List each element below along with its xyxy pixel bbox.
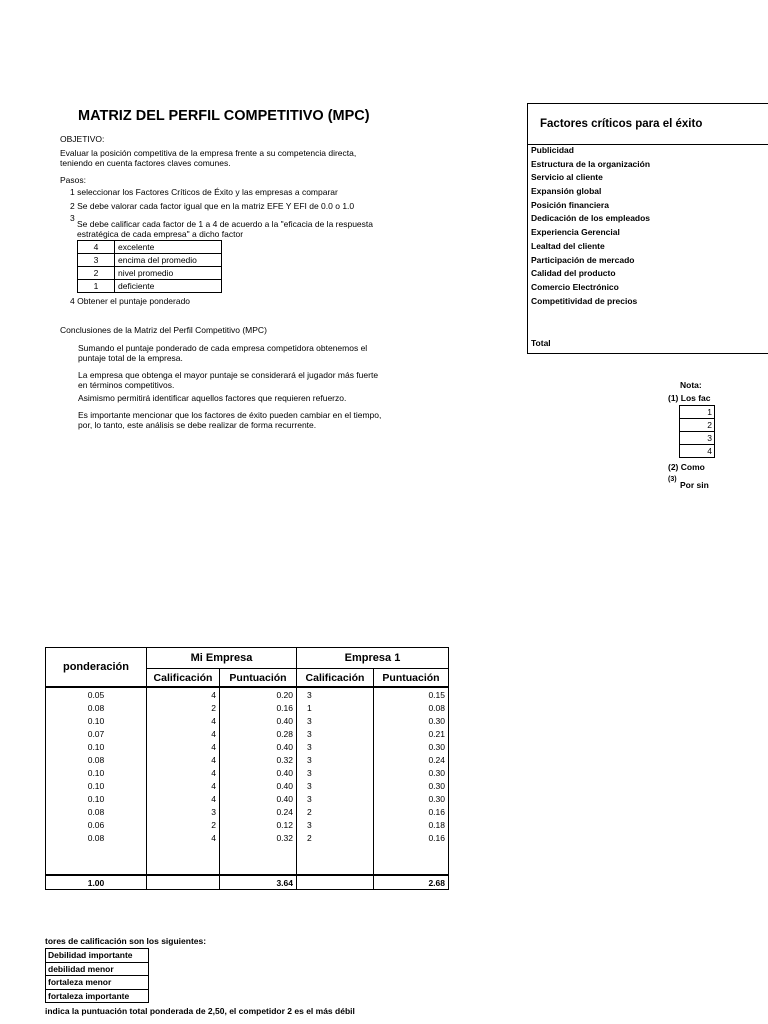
cell-pun-1: 0.40	[220, 792, 297, 805]
scale-value: 2	[78, 267, 115, 280]
table-row	[46, 976, 149, 990]
table-row	[46, 714, 449, 727]
col-puntuacion-1: Puntuación	[220, 669, 297, 688]
cell-pun-2: 0.30	[374, 766, 449, 779]
cell-ponderacion: 0.06	[46, 818, 147, 831]
cell-pun-2: 0.30	[374, 779, 449, 792]
nota-label: Nota:	[680, 380, 702, 390]
cell-ponderacion: 0.10	[46, 766, 147, 779]
table-row	[680, 445, 715, 458]
col-calificacion-2: Calificación	[297, 669, 374, 688]
calif-item: Debilidad importante	[46, 949, 149, 963]
conclusion-p4a: Es importante mencionar que los factores de éxito pueden cambiar en el tiempo,	[78, 410, 382, 420]
cell-pun-1: 0.20	[220, 687, 297, 701]
cell-pun-2: 0.30	[374, 714, 449, 727]
scale-value: 1	[78, 280, 115, 293]
calif-item: fortaleza importante	[46, 989, 149, 1003]
cell-pun-2: 0.30	[374, 740, 449, 753]
cell-cal-2: 2	[297, 831, 374, 844]
cell-cal-2: 3	[297, 687, 374, 701]
conclusion-p1b: puntaje total de la empresa.	[78, 353, 183, 363]
table-row	[78, 280, 222, 293]
cell-cal-1: 4	[147, 687, 220, 701]
cell-pun-1: 0.28	[220, 727, 297, 740]
total-ponderacion: 1.00	[46, 875, 147, 890]
cell-cal-1: 3	[147, 805, 220, 818]
scale-label: nivel promedio	[115, 267, 222, 280]
step-3-line-2: estratégica de cada empresa" a dicho factor	[77, 229, 244, 239]
cell-cal-1: 2	[147, 701, 220, 714]
table-row	[46, 949, 149, 963]
nota-value: 2	[680, 419, 715, 432]
cell-cal-1: 4	[147, 792, 220, 805]
list-item: Participación de mercado	[531, 254, 635, 265]
table-row	[680, 432, 715, 445]
calif-footer: indica la puntuación total ponderada de 2,50, el competidor 2 es el más débil	[45, 1006, 355, 1016]
col-company-1: Mi Empresa	[147, 648, 297, 669]
cell-cal-2: 3	[297, 727, 374, 740]
cell-pun-2: 0.16	[374, 805, 449, 818]
conclusion-p2a: La empresa que obtenga el mayor puntaje se considerará el jugador más fuerte	[78, 370, 379, 380]
nota-scale-table	[679, 405, 715, 458]
cell-ponderacion: 0.10	[46, 714, 147, 727]
nota-value: 1	[680, 406, 715, 419]
nota-line-3: Por sin	[680, 480, 709, 490]
table-row	[46, 989, 149, 1003]
cell-ponderacion: 0.08	[46, 701, 147, 714]
table-row	[46, 701, 449, 714]
step-2: 2 Se debe valorar cada factor igual que en la matriz EFE Y EFI de 0.0 o 1.0	[70, 201, 355, 211]
table-row	[46, 805, 449, 818]
page-title: MATRIZ DEL PERFIL COMPETITIVO (MPC)	[78, 108, 370, 124]
cell-cal-1: 4	[147, 831, 220, 844]
cell-ponderacion: 0.10	[46, 792, 147, 805]
conclusion-p4b: por, lo tanto, este análisis se debe realizar de forma recurrente.	[78, 420, 317, 430]
table-header-row	[46, 648, 449, 669]
table-row	[78, 241, 222, 254]
table-row	[46, 766, 449, 779]
cell-cal-1: 4	[147, 779, 220, 792]
step-3-number: 3	[70, 213, 75, 223]
cell-cal-1: 2	[147, 818, 220, 831]
cell-ponderacion: 0.08	[46, 831, 147, 844]
cell-pun-1: 0.12	[220, 818, 297, 831]
list-item: Lealtad del cliente	[531, 240, 605, 251]
cell-cal-1: 4	[147, 714, 220, 727]
table-row	[46, 831, 449, 844]
list-item: Expansión global	[531, 186, 602, 197]
col-calificacion-1: Calificación	[147, 669, 220, 688]
conclusion-p1a: Sumando el puntaje ponderado de cada empresa competidora obtenemos el	[78, 343, 368, 353]
list-item: Posición financiera	[531, 199, 609, 210]
cell-cal-2: 2	[297, 805, 374, 818]
cell-pun-2: 0.15	[374, 687, 449, 701]
table-total-row	[46, 875, 449, 890]
nota-line-3-number: (3)	[668, 476, 677, 483]
col-ponderacion: ponderación	[46, 648, 147, 688]
cell-pun-1: 0.40	[220, 766, 297, 779]
cell-cal-1: 4	[147, 766, 220, 779]
col-puntuacion-2: Puntuación	[374, 669, 449, 688]
table-row	[680, 419, 715, 432]
cell-pun-2: 0.18	[374, 818, 449, 831]
cell-pun-1: 0.40	[220, 779, 297, 792]
nota-value: 3	[680, 432, 715, 445]
scale-value: 4	[78, 241, 115, 254]
total-puntuacion-2: 2.68	[374, 875, 449, 890]
scale-label: deficiente	[115, 280, 222, 293]
table-row	[46, 792, 449, 805]
table-spacer-row	[46, 844, 449, 875]
cell-pun-2: 0.16	[374, 831, 449, 844]
cell-cal-2: 3	[297, 818, 374, 831]
cell-pun-2: 0.21	[374, 727, 449, 740]
cell-cal-1: 4	[147, 753, 220, 766]
list-item: Experiencia Gerencial	[531, 227, 620, 238]
calif-heading: tores de calificación son los siguientes:	[45, 936, 207, 946]
factors-header: Factores críticos para el éxito	[540, 118, 703, 130]
cell-cal-1: 4	[147, 740, 220, 753]
nota-line-2: (2) Como	[668, 462, 705, 472]
cell-pun-1: 0.24	[220, 805, 297, 818]
table-row	[46, 779, 449, 792]
table-row	[46, 962, 149, 976]
cell-pun-2: 0.08	[374, 701, 449, 714]
table-row	[680, 406, 715, 419]
calif-item: debilidad menor	[46, 962, 149, 976]
cell-cal-2: 3	[297, 766, 374, 779]
list-item: Publicidad	[531, 145, 574, 155]
list-item: Calidad del producto	[531, 268, 616, 279]
cell-pun-2: 0.30	[374, 792, 449, 805]
table-row	[46, 740, 449, 753]
table-row	[46, 818, 449, 831]
conclusion-p2b: en términos competitivos.	[78, 380, 175, 390]
cell-ponderacion: 0.08	[46, 805, 147, 818]
cell-ponderacion: 0.08	[46, 753, 147, 766]
cell-ponderacion: 0.07	[46, 727, 147, 740]
cell-cal-2: 3	[297, 753, 374, 766]
mpc-score-table	[45, 647, 449, 890]
table-row	[78, 267, 222, 280]
objective-line-2: teniendo en cuenta factores claves comunes.	[60, 158, 231, 168]
factors-header-cell	[527, 103, 768, 145]
step-4: 4 Obtener el puntaje ponderado	[70, 296, 191, 306]
rating-scale-table	[77, 240, 222, 293]
list-item: Comercio Electrónico	[531, 281, 619, 292]
table-row	[46, 753, 449, 766]
cell-cal-2: 1	[297, 701, 374, 714]
calif-item: fortaleza menor	[46, 976, 149, 990]
cell-pun-1: 0.40	[220, 740, 297, 753]
cell-pun-2: 0.24	[374, 753, 449, 766]
cell-cal-2: 3	[297, 714, 374, 727]
table-row	[46, 687, 449, 701]
step-1: 1 seleccionar los Factores Críticos de Éxito y las empresas a comparar	[70, 187, 338, 197]
cell-pun-1: 0.32	[220, 831, 297, 844]
factors-list	[531, 145, 650, 309]
cell-cal-2: 3	[297, 779, 374, 792]
cell-pun-1: 0.32	[220, 753, 297, 766]
cell-cal-2: 3	[297, 740, 374, 753]
cell-ponderacion: 0.10	[46, 779, 147, 792]
cell-pun-1: 0.16	[220, 701, 297, 714]
objective-line-1: Evaluar la posición competitiva de la empresa frente a su competencia directa,	[60, 148, 357, 158]
nota-line-1: (1) Los fac	[668, 393, 711, 403]
cell-cal-2: 3	[297, 792, 374, 805]
conclusions-heading: Conclusiones de la Matriz del Perfil Competitivo (MPC)	[60, 325, 267, 335]
step-3-line-1: Se debe calificar cada factor de 1 a 4 de acuerdo a la "eficacia de la respuesta	[77, 219, 373, 229]
col-company-2: Empresa 1	[297, 648, 449, 669]
scale-label: encima del promedio	[115, 254, 222, 267]
list-item: Dedicación de los empleados	[531, 213, 651, 224]
cell-ponderacion: 0.05	[46, 687, 147, 701]
cell-pun-1: 0.40	[220, 714, 297, 727]
list-item: Servicio al cliente	[531, 172, 603, 183]
cell-ponderacion: 0.10	[46, 740, 147, 753]
list-item: Estructura de la organización	[531, 158, 651, 169]
conclusion-p3: Asimismo permitirá identificar aquellos factores que requieren refuerzo.	[78, 393, 347, 403]
steps-label: Pasos:	[60, 175, 86, 185]
scale-label: excelente	[115, 241, 222, 254]
scale-value: 3	[78, 254, 115, 267]
objective-label: OBJETIVO:	[60, 134, 105, 144]
table-row	[78, 254, 222, 267]
factors-total-label: Total	[531, 338, 551, 348]
list-item: Competitividad de precios	[531, 295, 638, 306]
calif-table	[45, 948, 149, 1003]
table-row	[46, 727, 449, 740]
nota-value: 4	[680, 445, 715, 458]
cell-cal-1: 4	[147, 727, 220, 740]
total-puntuacion-1: 3.64	[220, 875, 297, 890]
